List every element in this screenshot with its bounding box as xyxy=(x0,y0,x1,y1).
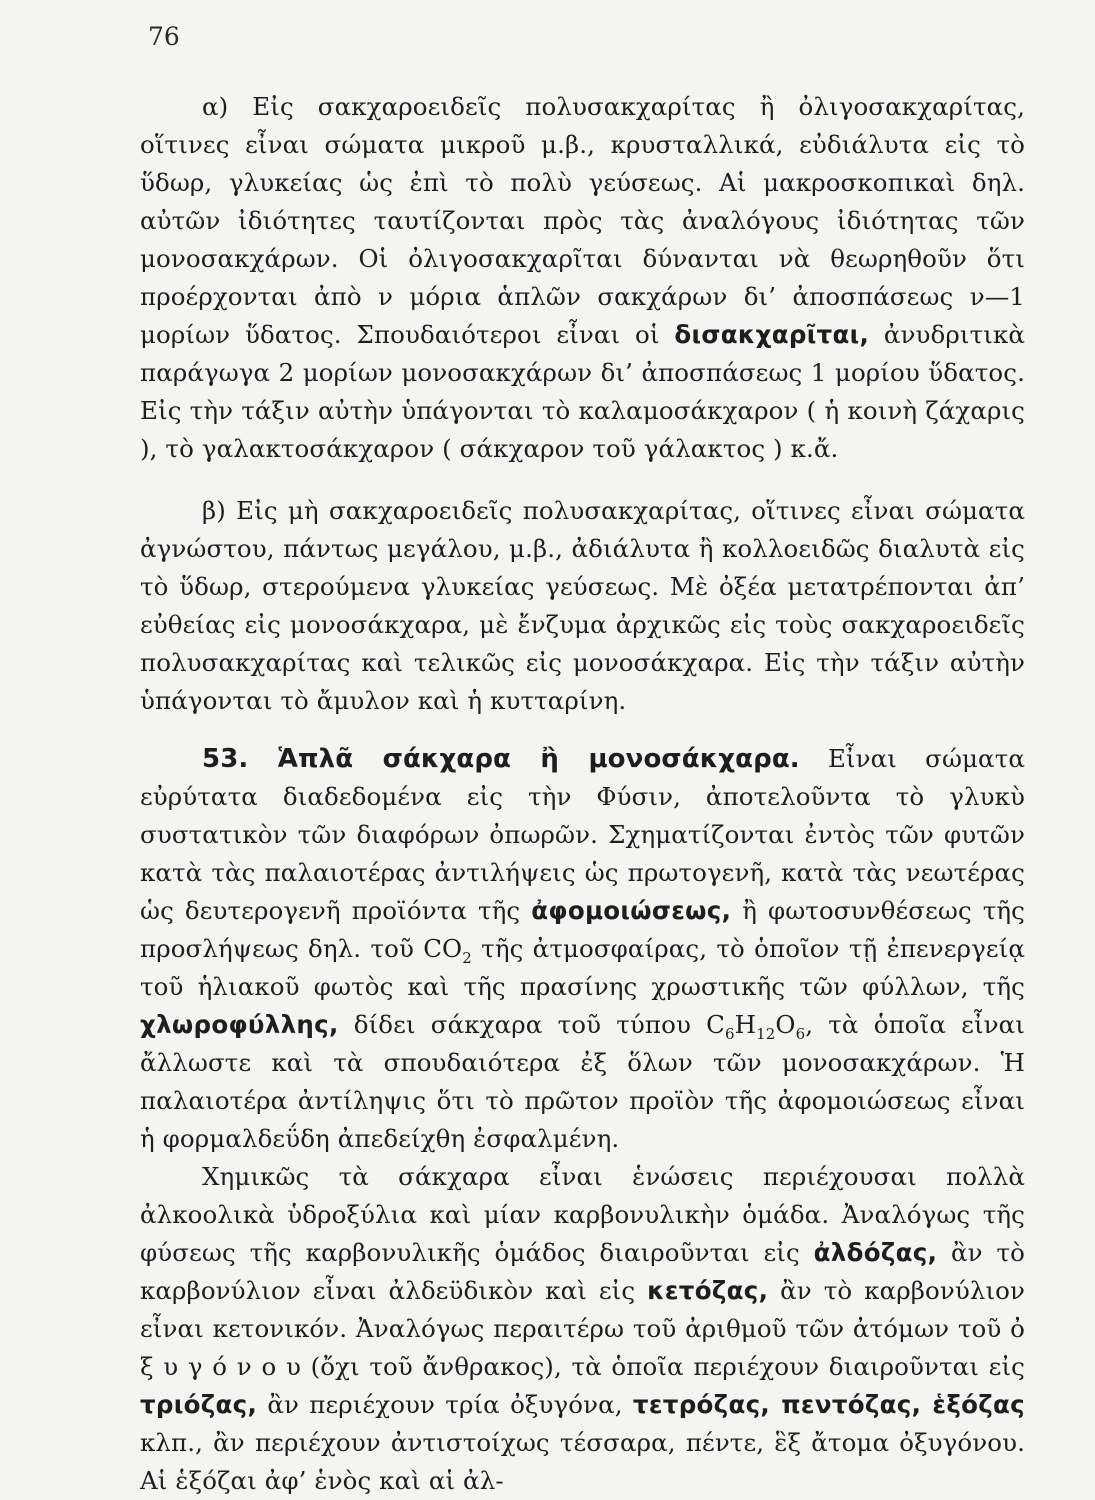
term-ketoses: κετόζας, xyxy=(647,1276,769,1305)
formula-prefix: δίδει σάκχαρα τοῦ τύπου C xyxy=(353,1010,725,1039)
term-chlorophyll: χλωροφύλλης, xyxy=(140,1010,339,1039)
page-number: 76 xyxy=(148,22,180,51)
section-heading: 53. Ἁπλᾶ σάκχαρα ἢ μονοσάκχαρα. xyxy=(202,744,800,774)
paragraph-beta-text: β) Εἰς μὴ σακχαροειδεῖς πολυσακχαρίτας, οἵτινες εἶναι σώματα ἀγνώστου, πάντως μεγάλου, μ.β., ἀδιάλυτα ἢ κολλοειδῶς διαλυτὰ εἰς τὸ ὕδωρ, στερούμενα γλυκείας γεύσεως. Μὲ ὀξέα μετατρέπονται ἀπ’ εὐθείας εἰς μονοσάκχαρα, μὲ ἔνζυμα ἀρχικῶς εἰς τοὺς σακχαροειδεῖς πολυσακχαρίτας καὶ τελικῶς εἰς μονοσάκχαρα. Εἰς τὴν τάξιν αὐτὴν ὑπάγονται τὸ ἄμυλον καὶ ἡ κυτταρίνη. xyxy=(140,496,1025,715)
paragraph-alpha xyxy=(140,88,1025,468)
paragraph-alpha-text: α) Εἰς σακχαροειδεῖς πολυσακχαρίτας ἢ ὀλιγοσακχαρίτας, οἵτινες εἶναι σώματα μικροῦ μ.β., κρυσταλλικά, εὐδιάλυτα εἰς τὸ ὕδωρ, γλυκείας ὡς ἐπὶ τὸ πολὺ γεύσεως. Αἱ μακροσκοπικαὶ δηλ. αὐτῶν ἰδιότητες ταυτίζονται πρὸς τὰς ἀναλόγους ἰδιότητας τῶν μονοσακχάρων. Οἱ ὀλιγοσακχαρῖται δύνανται νὰ θεωρηθοῦν ὅτι προέρχονται ἀπὸ ν μόρια ἁπλῶν σακχάρων δι’ ἀποσπάσεως ν—1 μορίων ὕδατος. Σπουδαιότεροι εἶναι οἱ δισακχαρῖται, ἀνυδριτικὰ παράγωγα 2 μορίων μονοσακχάρων δι’ ἀποσπάσεως 1 μορίου ὕδατος. Εἰς τὴν τάξιν αὐτὴν ὑπάγονται τὸ καλαμοσάκχαρον ( ἡ κοινὴ ζάχαρις ), τὸ γαλακτοσάκχαρον ( σάκχαρον τοῦ γάλακτος ) κ.ἄ. xyxy=(140,92,1025,463)
term-aldoses: ἀλδόζας, xyxy=(813,1238,938,1267)
term-tetroses-pentoses-hexoses: τετρόζας, πεντόζας, ἑξόζας xyxy=(632,1390,1026,1419)
paragraph-beta xyxy=(140,492,1025,720)
term-trioses: τριόζας, xyxy=(140,1390,258,1419)
co2-subscript: 2 xyxy=(462,948,472,967)
chemistry-paragraph: Χημικῶς τὰ σάκχαρα εἶναι ἑνώσεις περιέχουσαι πολλὰ ἀλκοολικὰ ὑδροξύλια καὶ μίαν καρβονυλικὴν ὁμάδα. Ἀναλόγως τῆς φύσεως τῆς καρβονυλικῆς ὁμάδος διαιροῦνται εἰς ἀλδόζας, ἂν τὸ καρβονύλιον εἶναι ἀλδεϋδικὸν καὶ εἰς κετόζας, ἂν τὸ καρβονύλιον εἶναι κετονικόν. Ἀναλόγως περαιτέρω τοῦ ἀριθμοῦ τῶν ἀτόμων τοῦ ὀ ξ υ γ ό ν ο υ (ὄχι τοῦ ἄνθρακος), τὰ ὁποῖα περιέχουν διαιροῦνται εἰς τριόζας, ἂν περιέχουν τρία ὀξυγόνα, τετρόζας, πεντόζας, ἑξόζας κλπ., ἂν περιέχουν ἀντιστοίχως τέσσαρα, πέντε, ἓξ ἄτομα ὀξυγόνου. Αἱ ἑξόζαι ἀφ’ ἑνὸς καὶ αἱ ἀλ- xyxy=(140,1162,1026,1495)
term-assimilation: ἀφομοιώσεως, xyxy=(531,896,732,925)
section-53 xyxy=(140,740,1025,1500)
section-53-paragraph: 53. Ἁπλᾶ σάκχαρα ἢ μονοσάκχαρα. Εἶναι σώματα εὐρύτατα διαδεδομένα εἰς τὴν Φύσιν, ἀποτελοῦντα τὸ γλυκὺ συστατικὸν τῶν διαφόρων ὀπωρῶν. Σχηματίζονται ἐντὸς τῶν φυτῶν κατὰ τὰς παλαιοτέρας ἀντιλήψεις ὡς πρωτογενῆ, κατὰ τὰς νεωτέρας ὡς δευτερογενῆ προϊόντα τῆς ἀφομοιώσεως, ἢ φωτοσυνθέσεως τῆς προσλήψεως δηλ. τοῦ $CO_2$ τῆς ἀτμοσφαίρας, τὸ ὁποῖον τῇ ἐπενεργείᾳ τοῦ ἡλιακοῦ φωτὸς καὶ τῆς πρασίνης χρωστικῆς τῶν φύλλων, τῆς χλωροφύλλης, δίδει σάκχαρα τοῦ τύπου $C_6H_{12}O_6$, τὰ ὁποῖα εἶναι ἄλλωστε καὶ τὰ σπουδαιότερα ἐξ ὅλων τῶν μονοσακχάρων. Ἡ παλαιοτέρα ἀντίληψις ὅτι τὸ πρῶτον προϊὸν τῆς ἀφομοιώσεως εἶναι ἡ φορμαλδεΰδη ἀπεδείχθη ἐσφαλμένη. xyxy=(140,744,1026,1153)
term-disaccharides: δισακχαρῖται, xyxy=(674,320,870,349)
